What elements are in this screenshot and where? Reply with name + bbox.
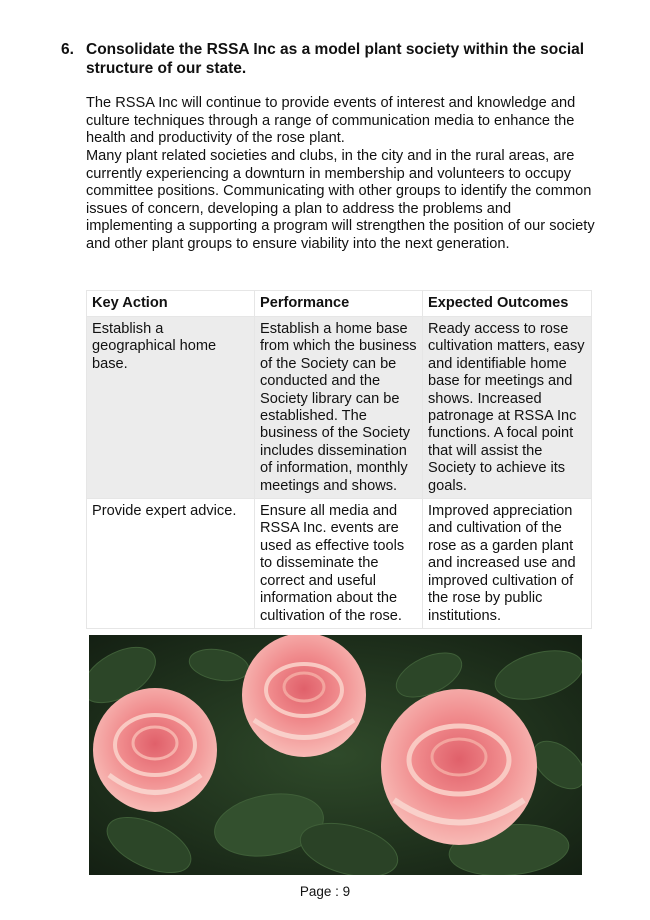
section-title: Consolidate the RSSA Inc as a model plant society within the social structure of our state. [86,41,585,77]
table-row [87,499,592,629]
body-paragraph: Many plant related societies and clubs, in the city and in the rural areas, are currently experiencing a downturn in membership and volunteers to occupy committee positions. Communicating with other groups to identify the common issues of concern, developing a plan to address the problems and implementing a supporting a program will strengthen the position of our society and other plant groups to ensure viability into the next generation. [86,148,595,252]
table-cell: Provide expert advice. [87,499,255,629]
page-footer: Page : 9 [299,884,351,899]
intro-paragraph: The RSSA Inc will continue to provide events of interest and knowledge and culture techniques through a range of communication media to enhance the health and productivity of the rose plant. [86,95,576,147]
key-actions-table [86,290,592,629]
header-expected-outcomes: Expected Outcomes [423,291,592,317]
table-cell: Establish a geographical home base. [87,317,255,499]
rose-right [381,689,537,845]
header-key-action: Key Action [87,291,255,317]
table-cell: Establish a home base from which the business of the Society can be conducted and the Society library can be established. The business of the Society includes dissemination of information, monthly meetings and shows. [255,317,423,499]
table-cell: Improved appreciation and cultivation of the rose as a garden plant and increased use and improved cultivation of the rose by public institutions. [423,499,592,629]
pink-roses-photo [89,635,582,875]
table-header-row [87,291,592,317]
section-number: 6. [61,41,74,58]
table-row [87,317,592,499]
roses-illustration [89,635,582,875]
table-cell: Ready access to rose cultivation matters, easy and identifiable home base for meetings and shows. Increased patronage at RSSA Inc functions. A focal point that will assist the Society to achieve its goals. [423,317,592,499]
rose-middle [242,635,366,757]
table-cell: Ensure all media and RSSA Inc. events are used as effective tools to disseminate the correct and useful information about the cultivation of the rose. [255,499,423,629]
header-performance: Performance [255,291,423,317]
rose-left [93,688,217,812]
